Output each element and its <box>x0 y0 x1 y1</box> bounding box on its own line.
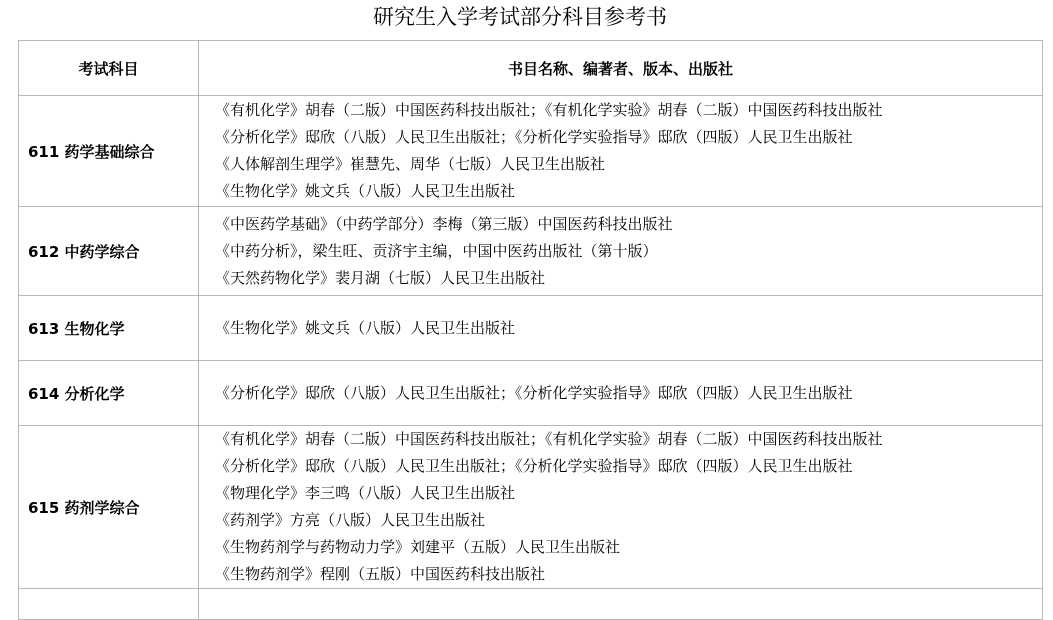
book-entry: 《中医药学基础》（中药学部分）李梅（第三版）中国医药科技出版社 <box>215 214 673 233</box>
book-entry: 《中药分析》，梁生旺、贡济宇主编，中国中医药出版社（第十版） <box>215 241 658 260</box>
book-entry: 《天然药物化学》裴月湖（七版）人民卫生出版社 <box>215 268 546 287</box>
table-row-partial <box>19 589 1043 620</box>
header-books: 书目名称、编著者、版本、出版社 <box>199 41 1043 96</box>
table-row <box>19 207 1043 296</box>
table-row <box>19 426 1043 589</box>
table-row <box>19 361 1043 426</box>
table-row <box>19 96 1043 207</box>
book-entry: 《生物化学》姚文兵（八版）人民卫生出版社 <box>215 318 516 337</box>
book-entry: 《物理化学》李三鸣（八版）人民卫生出版社 <box>215 484 516 502</box>
subject-cell-empty <box>19 589 199 620</box>
books-cell <box>199 361 1043 426</box>
subject-cell: 613 生物化学 <box>19 296 199 361</box>
book-entry: 《分析化学》邸欣（八版）人民卫生出版社；《分析化学实验指导》邸欣（四版）人民卫生出版社 <box>215 128 853 146</box>
books-cell <box>199 426 1043 589</box>
subject-cell: 615 药剂学综合 <box>19 426 199 589</box>
subject-cell: 611 药学基础综合 <box>19 96 199 207</box>
books-cell <box>199 296 1043 361</box>
reference-books-table <box>18 40 1043 620</box>
book-entry: 《生物化学》姚文兵（八版）人民卫生出版社 <box>215 182 516 200</box>
book-entry: 《药剂学》方亮（八版）人民卫生出版社 <box>215 511 486 529</box>
subject-cell: 612 中药学综合 <box>19 207 199 296</box>
books-cell <box>199 96 1043 207</box>
book-entry: 《分析化学》邸欣（八版）人民卫生出版社；《分析化学实验指导》邸欣（四版）人民卫生出版社 <box>215 383 853 402</box>
book-entry: 《有机化学》胡春（二版）中国医药科技出版社；《有机化学实验》胡春（二版）中国医药科技出版社 <box>215 430 883 448</box>
header-subject: 考试科目 <box>19 41 199 96</box>
book-entry: 《分析化学》邸欣（八版）人民卫生出版社；《分析化学实验指导》邸欣（四版）人民卫生出版社 <box>215 457 853 475</box>
table-header-row <box>19 41 1043 96</box>
books-cell <box>199 207 1043 296</box>
book-entry: 《生物药剂学》程刚（五版）中国医药科技出版社 <box>215 565 546 583</box>
subject-cell: 614 分析化学 <box>19 361 199 426</box>
table-row <box>19 296 1043 361</box>
book-entry: 《人体解剖生理学》崔慧先、周华（七版）人民卫生出版社 <box>215 155 606 173</box>
books-cell-empty <box>199 589 1043 620</box>
book-entry: 《生物药剂学与药物动力学》刘建平（五版）人民卫生出版社 <box>215 538 621 556</box>
page-title: 研究生入学考试部分科目参考书 <box>373 5 667 29</box>
book-entry: 《有机化学》胡春（二版）中国医药科技出版社；《有机化学实验》胡春（二版）中国医药科技出版社 <box>215 101 883 119</box>
